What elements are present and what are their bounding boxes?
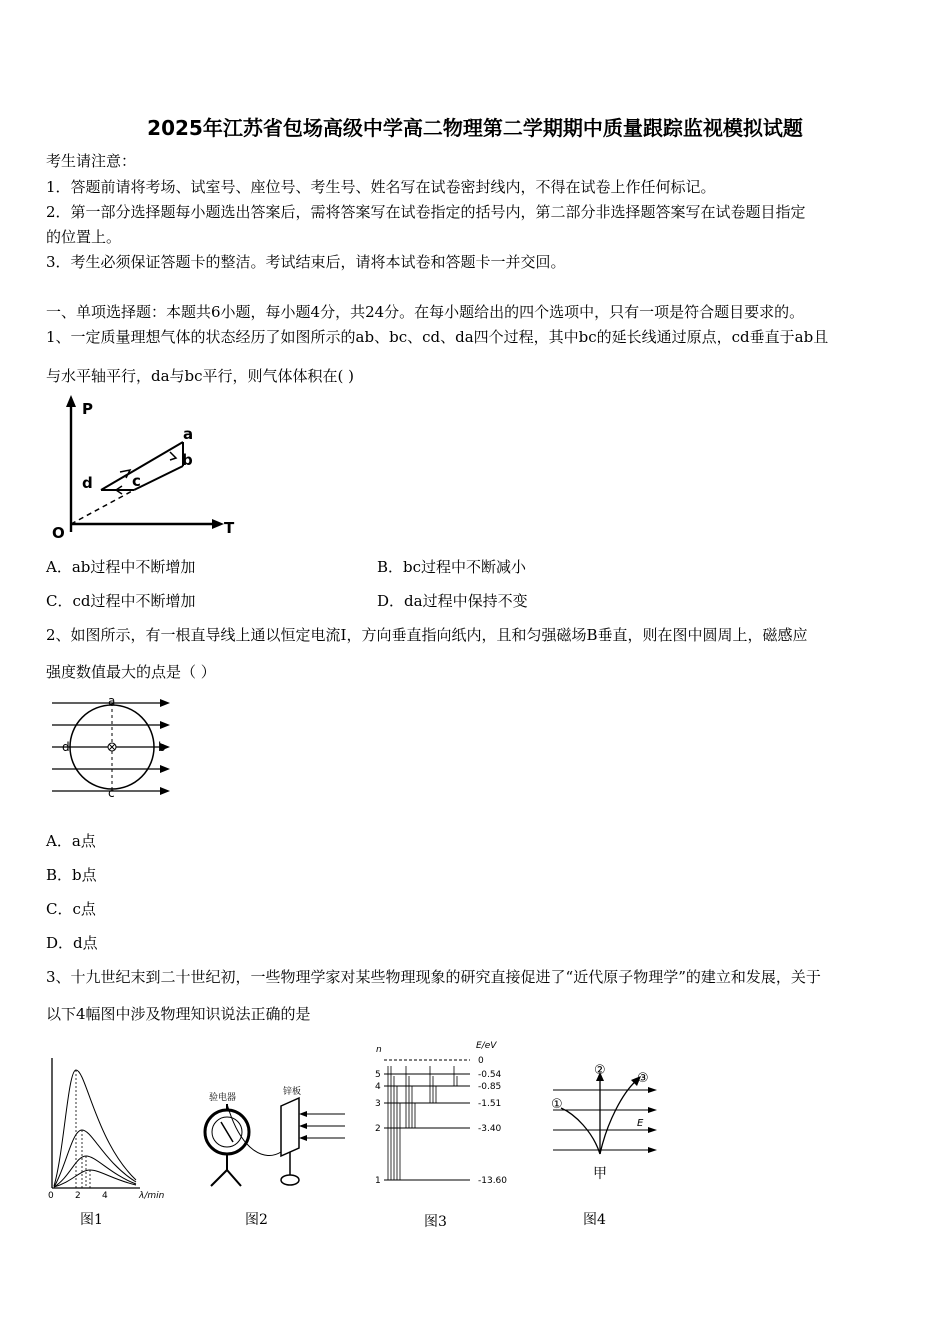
q1-pt-graph	[46, 392, 246, 542]
level-energy-label: -1.51	[478, 1099, 502, 1109]
notice-item: 3．考生必须保证答题卡的整洁。考试结束后，请将本试卷和答题卡一并交回。	[46, 253, 566, 271]
point-c-label: c	[132, 472, 141, 490]
q3-stem: 以下4幅图中涉及物理知识说法正确的是	[46, 1005, 311, 1023]
level-energy-label: -0.54	[478, 1070, 502, 1080]
point-a-label: a	[108, 694, 116, 708]
tick-label: 4	[102, 1191, 108, 1201]
tick-label: 0	[48, 1191, 54, 1201]
q2-stem: 强度数值最大的点是（ ）	[46, 663, 216, 681]
point-c-label: c	[108, 786, 115, 800]
q1-stem: 1、一定质量理想气体的状态经历了如图所示的ab、bc、cd、da四个过程，其中bc的延长线通过原点，cd垂直于ab且	[46, 328, 829, 346]
q2-field-diagram	[46, 693, 176, 803]
sub-label: 甲	[593, 1166, 607, 1182]
page-title: 2025年江苏省包场高级中学高二物理第二学期期中质量跟踪监视模拟试题	[147, 116, 803, 140]
option: A．ab过程中不断增加	[46, 558, 196, 576]
q1-stem: 与水平轴平行，da与bc平行，则气体体积在( )	[46, 367, 355, 385]
n-axis-label: n	[376, 1045, 382, 1055]
option: B．bc过程中不断减小	[377, 558, 527, 576]
option: D．da过程中保持不变	[377, 592, 528, 610]
level-energy-label: 0	[478, 1056, 484, 1066]
zinc-plate-label: 锌板	[283, 1087, 302, 1097]
field-label: E	[637, 1118, 644, 1129]
option: C．cd过程中不断增加	[46, 592, 196, 610]
point-a-label: a	[183, 425, 194, 443]
notice-item: 1．答题前请将考场、试室号、座位号、考生号、姓名写在试卷密封线内，不得在试卷上作任何标记。	[46, 178, 716, 196]
origin-label: O	[52, 524, 65, 542]
energy-axis-label: E/eV	[476, 1041, 497, 1051]
x-axis-label: T	[224, 519, 235, 537]
track-1-label: ①	[551, 1097, 563, 1112]
fig1-radiation-curves	[40, 1052, 175, 1232]
q2-stem: 2、如图所示，有一根直导线上通以恒定电流I，方向垂直指向纸内，且和匀强磁场B垂直，则在图中圆周上，磁感应	[46, 626, 808, 644]
section-heading: 一、单项选择题：本题共6小题，每小题4分，共24分。在每小题给出的四个选项中，只有一项是符合题目要求的。	[46, 303, 805, 321]
q3-stem: 3、十九世纪末到二十世纪初，一些物理学家对某些物理现象的研究直接促进了“近代原子物理学”的建立和发展，关于	[46, 968, 821, 986]
option: A．a点	[46, 832, 96, 850]
figure-caption: 图3	[424, 1214, 447, 1230]
figure-caption: 图2	[245, 1212, 268, 1228]
fig3-energy-levels	[370, 1038, 520, 1232]
tick-label: 2	[75, 1191, 81, 1201]
level-energy-label: -3.40	[478, 1124, 502, 1134]
figure-caption: 图1	[80, 1212, 103, 1228]
y-axis-label: P	[82, 400, 93, 418]
fig2-photoelectric-setup	[195, 1052, 355, 1232]
notice-item: 的位置上。	[46, 228, 122, 246]
level-n-label: 3	[375, 1099, 381, 1109]
x-axis-label: λ/min	[139, 1191, 165, 1201]
electroscope-label: 验电器	[209, 1093, 237, 1103]
point-d-label: d	[62, 740, 70, 754]
point-b-label: b	[182, 451, 193, 469]
level-n-label: 4	[375, 1082, 381, 1092]
option: D．d点	[46, 934, 98, 952]
option: C．c点	[46, 900, 96, 918]
level-energy-label: -0.85	[478, 1082, 502, 1092]
level-n-label: 2	[375, 1124, 381, 1134]
level-n-label: 1	[375, 1176, 381, 1186]
fig4-particle-tracks	[545, 1062, 685, 1232]
point-b-label: b	[158, 740, 166, 754]
track-3-label: ③	[637, 1071, 649, 1086]
level-energy-label: -13.60	[478, 1176, 508, 1186]
track-2-label: ②	[594, 1063, 606, 1078]
level-n-label: 5	[375, 1070, 381, 1080]
point-d-label: d	[82, 474, 93, 492]
notice-heading: 考生请注意：	[46, 152, 137, 170]
option: B．b点	[46, 866, 97, 884]
figure-caption: 图4	[583, 1212, 606, 1228]
notice-item: 2．第一部分选择题每小题选出答案后，需将答案写在试卷指定的括号内，第二部分非选择题答案写在试卷题目指定	[46, 203, 806, 221]
